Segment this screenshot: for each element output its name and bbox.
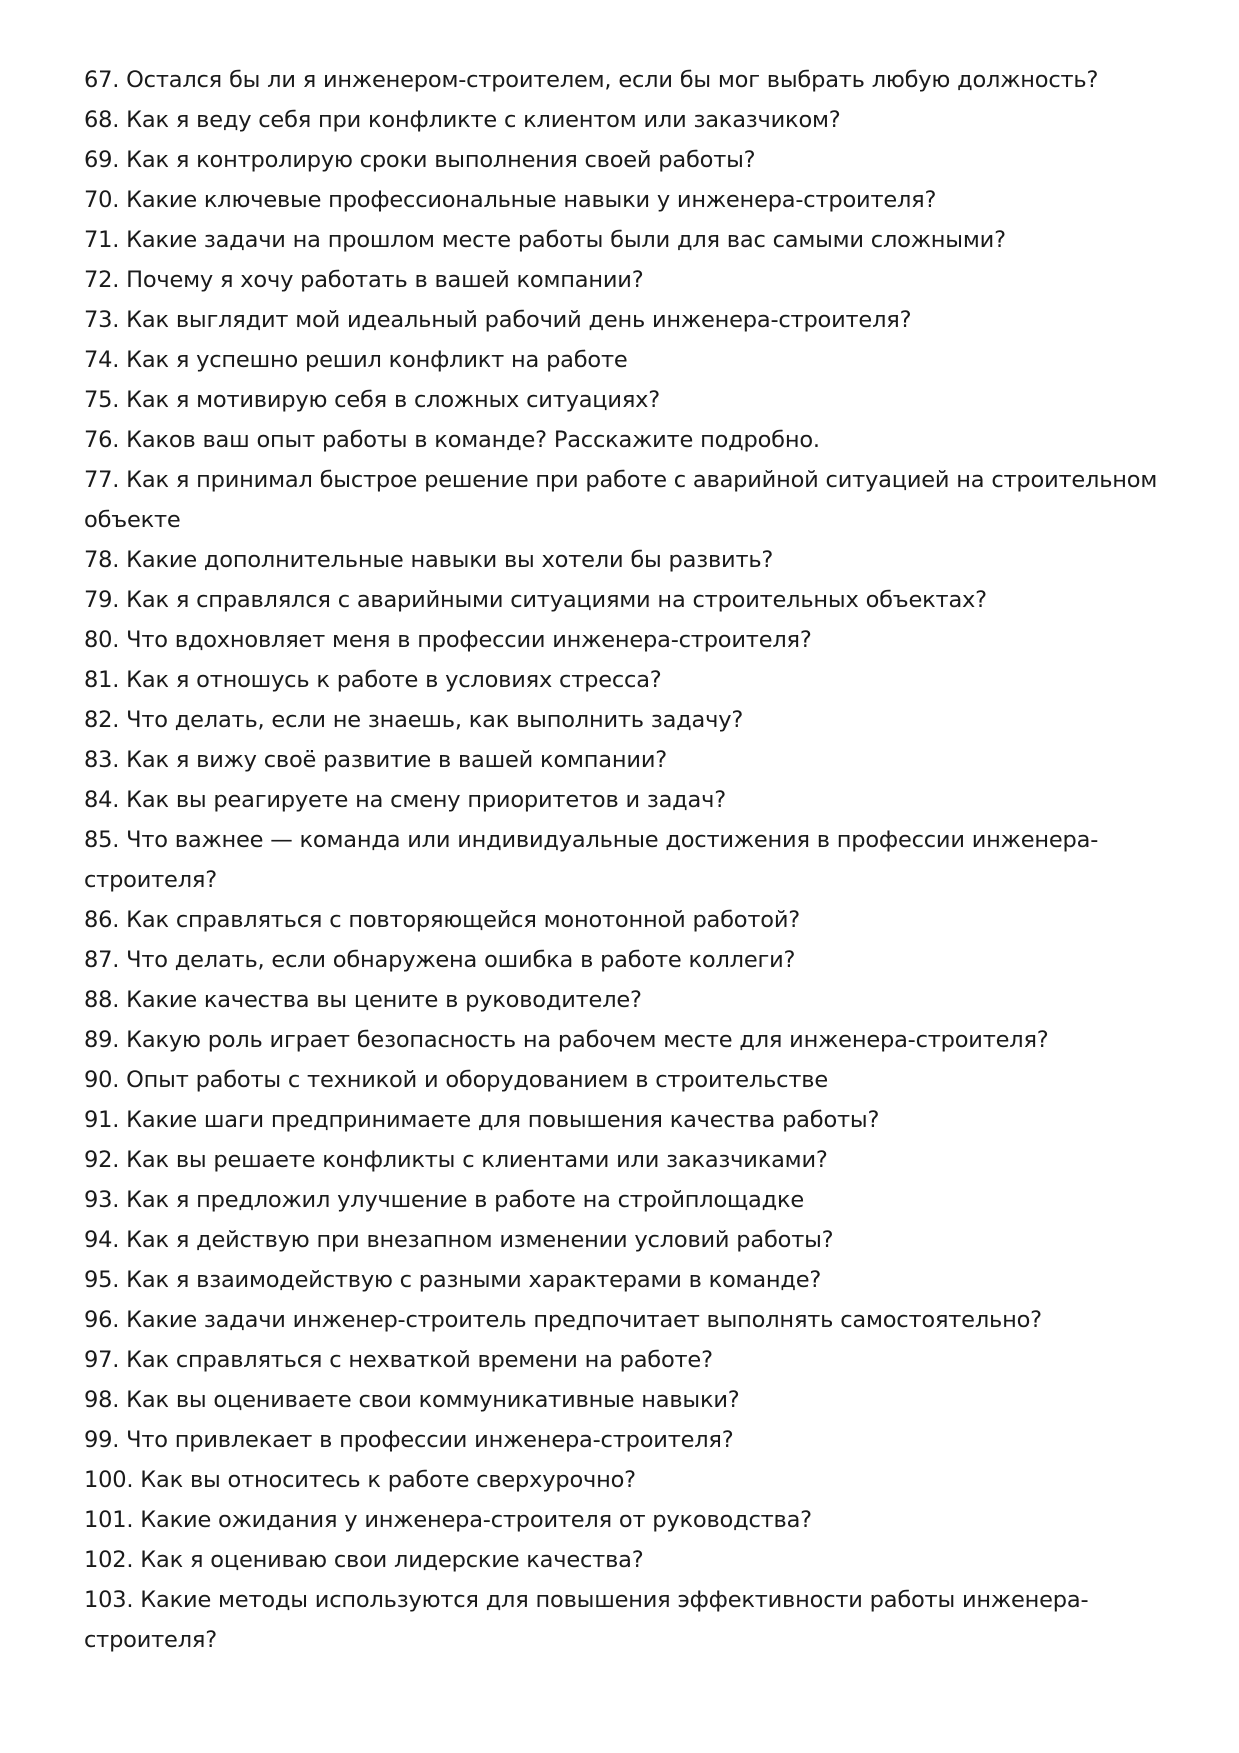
item-number: 76.: [84, 427, 120, 453]
item-text: Что привлекает в профессии инженера-строителя?: [126, 1427, 734, 1453]
item-text: Каков ваш опыт работы в команде? Расскажите подробно.: [126, 427, 820, 453]
list-item: [84, 940, 1164, 980]
item-number: 90.: [84, 1067, 120, 1093]
item-text: Как я оцениваю свои лидерские качества?: [140, 1547, 644, 1573]
item-number: 77.: [84, 467, 120, 493]
list-item: [84, 220, 1164, 260]
list-item: [84, 1340, 1164, 1380]
item-text: Остался бы ли я инженером-строителем, если бы мог выбрать любую должность?: [126, 67, 1099, 93]
item-number: 74.: [84, 347, 120, 373]
item-text: Как я предложил улучшение в работе на стройплощадке: [126, 1187, 805, 1213]
item-number: 78.: [84, 547, 120, 573]
list-item: [84, 780, 1164, 820]
item-number: 87.: [84, 947, 120, 973]
item-text: Как вы реагируете на смену приоритетов и задач?: [126, 787, 726, 813]
item-number: 85.: [84, 827, 120, 853]
list-item: [84, 1100, 1164, 1140]
list-item: [84, 1300, 1164, 1340]
item-number: 82.: [84, 707, 120, 733]
item-text: Как я контролирую сроки выполнения своей работы?: [126, 147, 756, 173]
item-text: Как справляться с нехваткой времени на работе?: [126, 1347, 713, 1373]
list-item: [84, 180, 1164, 220]
list-item: [84, 420, 1164, 460]
list-item: [84, 900, 1164, 940]
list-item: [84, 460, 1164, 540]
item-text: Какую роль играет безопасность на рабочем месте для инженера-строителя?: [126, 1027, 1049, 1053]
item-text: Что делать, если обнаружена ошибка в работе коллеги?: [126, 947, 796, 973]
item-number: 102.: [84, 1547, 134, 1573]
item-number: 70.: [84, 187, 120, 213]
list-item: [84, 140, 1164, 180]
item-text: Как я вижу своё развитие в вашей компании?: [126, 747, 667, 773]
item-text: Как справляться с повторяющейся монотонной работой?: [126, 907, 801, 933]
item-number: 83.: [84, 747, 120, 773]
item-text: Как я успешно решил конфликт на работе: [126, 347, 628, 373]
item-number: 97.: [84, 1347, 120, 1373]
item-number: 96.: [84, 1307, 120, 1333]
item-number: 91.: [84, 1107, 120, 1133]
item-text: Как я взаимодействую с разными характерами в команде?: [126, 1267, 822, 1293]
item-text: Как вы решаете конфликты с клиентами или заказчиками?: [126, 1147, 828, 1173]
item-text: Что делать, если не знаешь, как выполнить задачу?: [126, 707, 744, 733]
list-item: [84, 340, 1164, 380]
item-number: 89.: [84, 1027, 120, 1053]
list-item: [84, 1140, 1164, 1180]
item-number: 69.: [84, 147, 120, 173]
item-number: 92.: [84, 1147, 120, 1173]
list-item: [84, 1540, 1164, 1580]
list-item: [84, 1420, 1164, 1460]
item-number: 79.: [84, 587, 120, 613]
list-item: [84, 1380, 1164, 1420]
item-text: Как я отношусь к работе в условиях стресса?: [126, 667, 662, 693]
item-number: 72.: [84, 267, 120, 293]
item-number: 68.: [84, 107, 120, 133]
item-text: Какие ключевые профессиональные навыки у инженера-строителя?: [126, 187, 937, 213]
list-item: [84, 380, 1164, 420]
item-text: Какие качества вы цените в руководителе?: [126, 987, 642, 1013]
item-text: Как я мотивирую себя в сложных ситуациях?: [126, 387, 661, 413]
item-number: 71.: [84, 227, 120, 253]
item-text: Как вы относитесь к работе сверхурочно?: [140, 1467, 636, 1493]
item-text: Какие шаги предпринимаете для повышения качества работы?: [126, 1107, 880, 1133]
list-item: [84, 620, 1164, 660]
item-text: Какие ожидания у инженера-строителя от руководства?: [140, 1507, 812, 1533]
item-text: Почему я хочу работать в вашей компании?: [126, 267, 644, 293]
item-number: 94.: [84, 1227, 120, 1253]
item-number: 100.: [84, 1467, 134, 1493]
item-text: Как вы оцениваете свои коммуникативные навыки?: [126, 1387, 740, 1413]
list-item: [84, 260, 1164, 300]
list-item: [84, 1180, 1164, 1220]
list-item: [84, 1500, 1164, 1540]
item-text: Что вдохновляет меня в профессии инженера-строителя?: [126, 627, 812, 653]
item-text: Как выглядит мой идеальный рабочий день инженера-строителя?: [126, 307, 912, 333]
item-text: Как я справлялся с аварийными ситуациями на строительных объектах?: [126, 587, 987, 613]
item-number: 95.: [84, 1267, 120, 1293]
item-number: 67.: [84, 67, 120, 93]
item-number: 103.: [84, 1587, 134, 1613]
list-item: [84, 300, 1164, 340]
item-text: Какие задачи на прошлом месте работы были для вас самыми сложными?: [126, 227, 1006, 253]
item-text: Какие дополнительные навыки вы хотели бы развить?: [126, 547, 774, 573]
item-number: 99.: [84, 1427, 120, 1453]
item-number: 98.: [84, 1387, 120, 1413]
item-text: Опыт работы с техникой и оборудованием в строительстве: [126, 1067, 828, 1093]
item-text: Что важнее — команда или индивидуальные достижения в профессии инженера-строителя?: [84, 827, 1099, 893]
item-text: Как я принимал быстрое решение при работе с аварийной ситуацией на строительном объекте: [84, 467, 1158, 533]
item-number: 88.: [84, 987, 120, 1013]
list-item: [84, 60, 1164, 100]
question-list: [84, 60, 1164, 1660]
list-item: [84, 980, 1164, 1020]
list-item: [84, 540, 1164, 580]
list-item: [84, 700, 1164, 740]
list-item: [84, 740, 1164, 780]
item-number: 101.: [84, 1507, 134, 1533]
list-item: [84, 1060, 1164, 1100]
list-item: [84, 820, 1164, 900]
list-item: [84, 100, 1164, 140]
item-number: 86.: [84, 907, 120, 933]
item-number: 81.: [84, 667, 120, 693]
item-text: Какие задачи инженер-строитель предпочитает выполнять самостоятельно?: [126, 1307, 1042, 1333]
list-item: [84, 660, 1164, 700]
list-item: [84, 1020, 1164, 1060]
item-number: 84.: [84, 787, 120, 813]
list-item: [84, 1220, 1164, 1260]
list-item: [84, 580, 1164, 620]
item-text: Какие методы используются для повышения эффективности работы инженера-строителя?: [84, 1587, 1089, 1653]
list-item: [84, 1260, 1164, 1300]
list-item: [84, 1460, 1164, 1500]
item-number: 93.: [84, 1187, 120, 1213]
item-number: 80.: [84, 627, 120, 653]
list-item: [84, 1580, 1164, 1660]
item-text: Как я действую при внезапном изменении условий работы?: [126, 1227, 834, 1253]
item-number: 73.: [84, 307, 120, 333]
item-number: 75.: [84, 387, 120, 413]
item-text: Как я веду себя при конфликте с клиентом или заказчиком?: [126, 107, 841, 133]
